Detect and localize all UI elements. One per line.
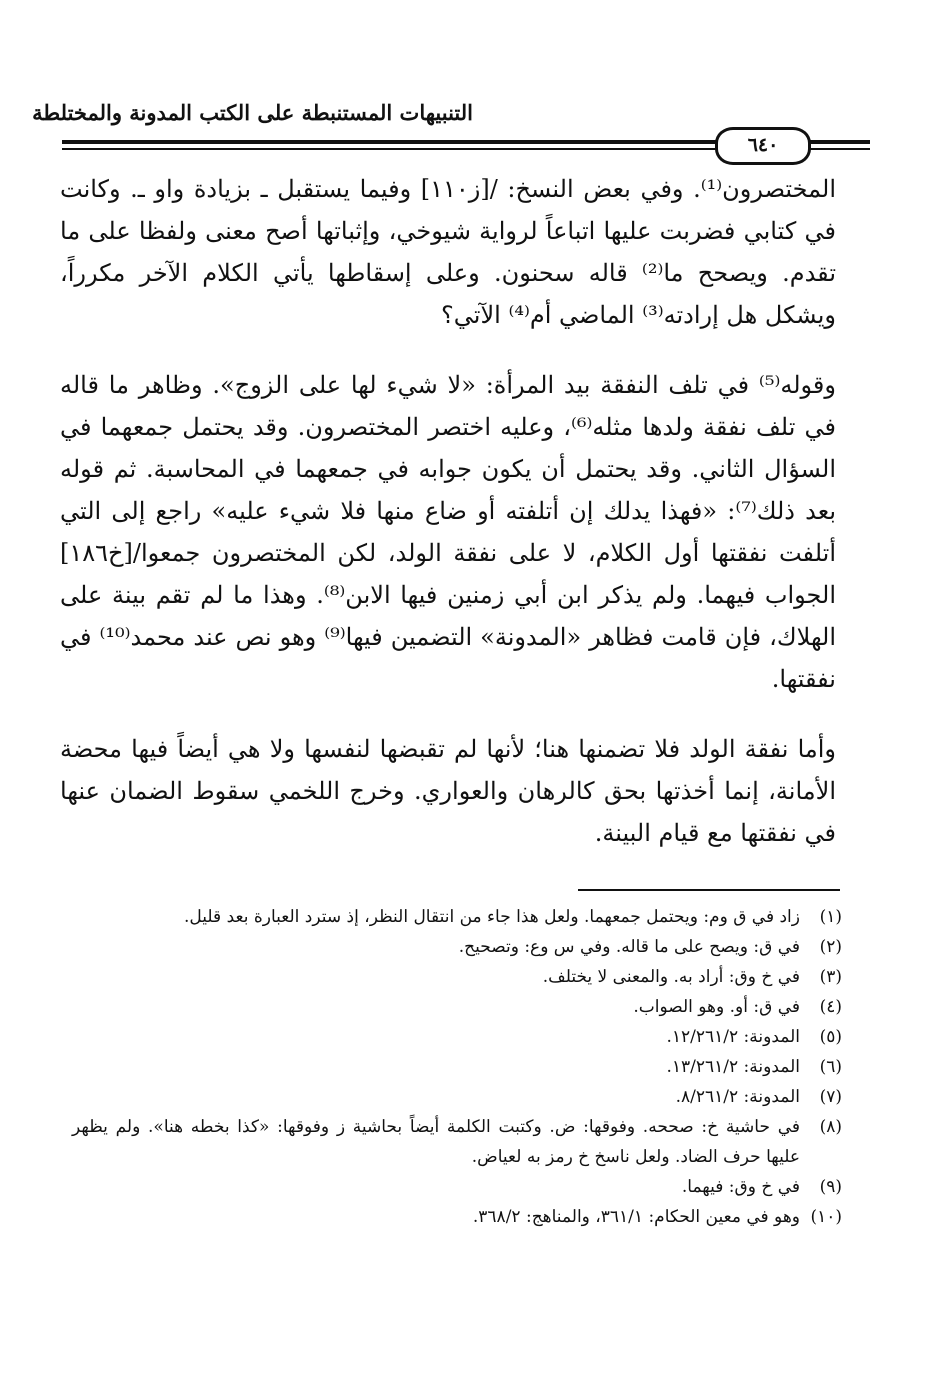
footnote-text: في خ وق: أراد به. والمعنى لا يختلف. bbox=[542, 967, 800, 987]
footnote bbox=[72, 1052, 842, 1082]
footnote-text: المدونة: ١٣/٢٦١/٢. bbox=[666, 1057, 800, 1077]
footnote-number: (١٠) bbox=[810, 1207, 842, 1227]
paragraph: وأما نفقة الولد فلا تضمنها هنا؛ لأنها لم تقبضها لنفسها ولا هي أيضاً فيها محضة الأمانة، إنما أخذتها بحق كالرهان والعواري. وخرج اللخمي سقوط الضمان عنها في نفقتها مع قيام البينة. bbox=[60, 735, 836, 847]
footnote bbox=[72, 1112, 842, 1172]
footnote bbox=[72, 932, 842, 962]
footnote-number: (٣) bbox=[819, 967, 842, 987]
footnote bbox=[72, 1202, 842, 1232]
footnote bbox=[72, 1172, 842, 1202]
paragraph: وقوله⁽⁵⁾ في تلف النفقة بيد المرأة: «لا شيء لها على الزوج». وظاهر ما قاله في تلف نفقة ولدها مثله⁽⁶⁾، وعليه اختصر المختصرون. وقد يحتمل جمعهما في السؤال الثاني. وقد يحتمل أن يكون جوابه في جمعهما في المحاسبة. ثم قوله بعد ذلك⁽⁷⁾: «فهذا يدلك إن أتلفته أو ضاع منها فلا شيء عليه» راجع إلى التي أتلفت نفقتها أول الكلام، لا على نفقة الولد، لكن المختصرون جمعوا/[خ١٨٦] الجواب فيهما. ولم يذكر ابن أبي زمنين فيها الابن⁽⁸⁾. وهذا ما لم تقم بينة على الهلاك، فإن قامت فظاهر «المدونة» التضمين فيها⁽⁹⁾ وهو نص عند محمد⁽¹⁰⁾ في نفقتها. bbox=[60, 371, 837, 693]
paragraph: المختصرون⁽¹⁾. وفي بعض النسخ: /[ز١١٠] وفيما يستقبل ـ بزيادة واو ـ. وكانت في كتابي فضربت عليها اتباعاً لرواية شيوخي، وإثباتها أصح معنى ولفظا على ما تقدم. ويصحح ما⁽²⁾ قاله سحنون. وعلى إسقاطها يأتي الكلام الآخر مكرراً، ويشكل هل إرادته⁽³⁾ الماضي أم⁽⁴⁾ الآتي؟ bbox=[60, 175, 836, 329]
footnote-number: (٤) bbox=[819, 997, 842, 1017]
footnote-number: (٧) bbox=[819, 1087, 842, 1107]
footnote-text: وهو في معين الحكام: ٣٦١/١، والمناهج: ٣٦٨/٢. bbox=[472, 1207, 800, 1227]
running-title: التنبيهات المستنبطة على الكتب المدونة والمختلطة bbox=[32, 100, 473, 125]
footnote bbox=[72, 902, 842, 932]
footnote-number: (٢) bbox=[819, 937, 842, 957]
footnote bbox=[72, 1022, 842, 1052]
footnote-text: في ق: ويصح على ما قاله. وفي س وع: وتصحيح. bbox=[458, 937, 800, 957]
footnote-number: (٩) bbox=[819, 1177, 842, 1197]
footnote bbox=[72, 1082, 842, 1112]
footnote-number: (٥) bbox=[819, 1027, 842, 1047]
footnote-text: في ق: أو. وهو الصواب. bbox=[633, 997, 800, 1017]
footnote-text: زاد في ق وم: ويحتمل جمعهما. ولعل هذا جاء من انتقال النظر، إذ سترد العبارة بعد قليل. bbox=[184, 907, 800, 927]
page-number: ٦٤٠ bbox=[715, 127, 811, 165]
footnote-number: (٦) bbox=[819, 1057, 842, 1077]
footnotes bbox=[72, 902, 842, 1232]
footnote bbox=[72, 962, 842, 992]
footnote-text: المدونة: ١٢/٢٦١/٢. bbox=[666, 1027, 800, 1047]
footnote-separator bbox=[578, 889, 840, 891]
footnote bbox=[72, 992, 842, 1022]
footnote-number: (١) bbox=[819, 907, 842, 927]
footnote-text: المدونة: ٨/٢٦١/٢. bbox=[675, 1087, 800, 1107]
main-text bbox=[60, 168, 836, 854]
footnote-number: (٨) bbox=[819, 1117, 842, 1137]
footnote-text: في خ وق: فيهما. bbox=[681, 1177, 800, 1197]
footnote-text: في حاشية خ: صححه. وفوقها: ض. وكتبت الكلمة أيضاً بحاشية ز وفوقها: «كذا بخطه هنا». ولم يظهر عليها حرف الضاد. ولعل ناسخ خ رمز به لعياض. bbox=[72, 1117, 800, 1167]
page-header bbox=[0, 0, 940, 160]
